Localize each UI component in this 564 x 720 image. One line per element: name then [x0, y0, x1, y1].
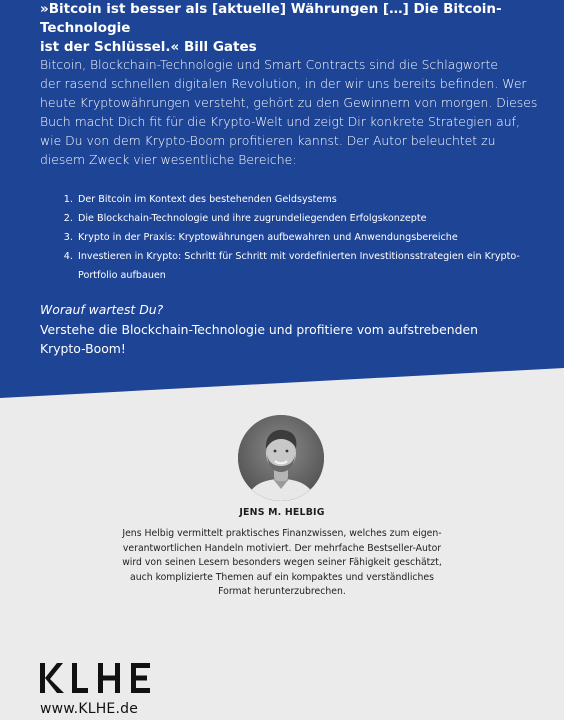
list-item: 4. Investieren in Krypto: Schritt für Schritt mit vordefinierten Investitionsstrategien ein Krypto-Portfolio aufbauen — [76, 247, 546, 285]
areas-list — [56, 190, 546, 285]
quote: »Bitcoin ist besser als [aktuelle] Währungen […] Die Bitcoin- Technologie ist der Schlüssel.« Bill Gates — [40, 1, 502, 55]
cta-statement: Verstehe die Blockchain-Technologie und profitiere vom aufstrebenden Krypto-Boom! — [40, 322, 478, 356]
list-item: 3. Krypto in der Praxis: Kryptowährungen aufbewahren und Anwendungsbereiche — [76, 228, 546, 247]
publisher-logo — [40, 663, 152, 693]
cta-question: Worauf wartest Du? — [40, 302, 164, 317]
list-item: 2. Die Blockchain-Technologie und ihre zugrundeliegenden Erfolgskonzepte — [76, 209, 546, 228]
intro-paragraph: Bitcoin, Blockchain-Technologie und Smart Contracts sind die Schlagworte der rasend schnellen digitalen Revolution, in der wir uns bereits befinden. Wer heute Kryptowährungen versteht, gehört zu den Gewinnern von morgen. Dieses Buch macht Dich fit für die Krypto-Welt und zeigt Dir konkrete Strategien auf, wie Du von dem Krypto-Boom profitieren kannst. Der Autor beleuchtet zu diesem Zweck vier wesentliche Bereiche: — [40, 57, 538, 167]
author-bio: Jens Helbig vermittelt praktisches Finanzwissen, welches zum eigen- verantwortlichen Handeln motiviert. Der mehrfache Bestseller-Autor wird von seinen Lesern besonders wegen seiner Fähigkeit geschätzt, auch komplizierte Themen auf ein kompaktes und verständliches Format herunterzubrechen. — [122, 528, 442, 598]
author-name: JENS M. HELBIG — [239, 507, 325, 518]
author-avatar — [238, 415, 324, 501]
list-item: 1. Der Bitcoin im Kontext des bestehenden Geldsystems — [76, 190, 546, 209]
publisher-url: www.KLHE.de — [40, 701, 139, 717]
